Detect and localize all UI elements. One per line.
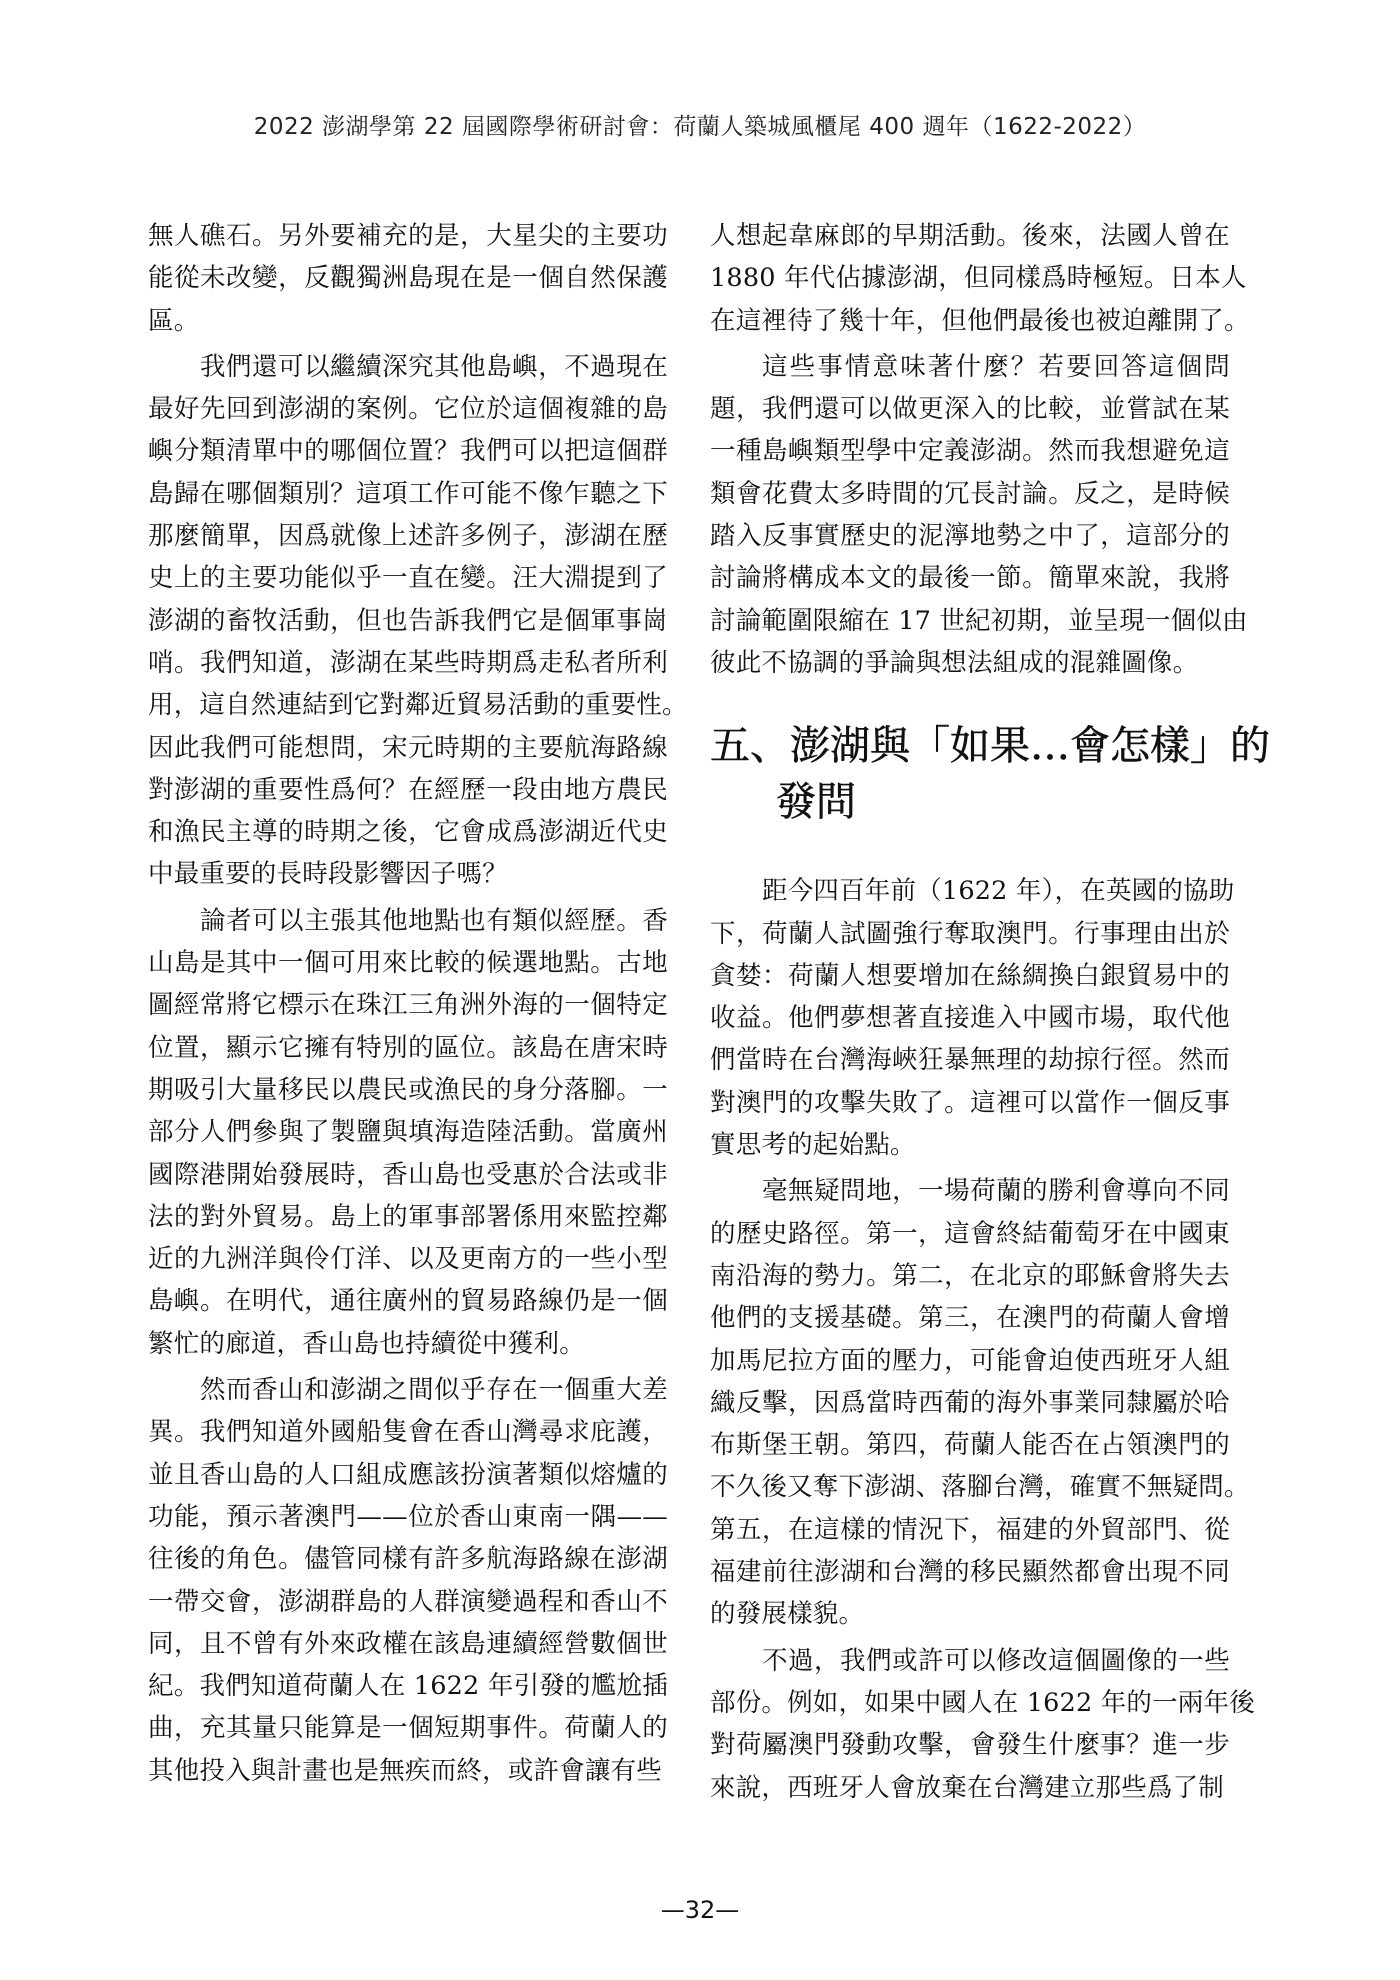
text-line: 同，且不曾有外來政權在該島連續經營數個世 xyxy=(148,1628,668,1659)
text-line: 對澎湖的重要性爲何？在經歷一段由地方農民 xyxy=(148,774,668,805)
text-line: 和漁民主導的時期之後，它會成爲澎湖近代史 xyxy=(148,817,668,848)
text-line: 法的對外貿易。島上的軍事部署係用來監控鄰 xyxy=(148,1201,668,1232)
text-line: 圖經常將它標示在珠江三角洲外海的一個特定 xyxy=(148,990,668,1021)
paragraph xyxy=(710,870,1235,1166)
text-line: 無人礁石。另外要補充的是，大星尖的主要功 xyxy=(148,221,668,251)
text-line: 福建前往澎湖和台灣的移民顯然都會出現不同 xyxy=(710,1557,1230,1588)
text-line: 毫無疑問地，一場荷蘭的勝利會導向不同 xyxy=(762,1176,1230,1207)
text-line: 功能，預示著澳門——位於香山東南一隅—— xyxy=(148,1501,668,1532)
paragraph xyxy=(710,1170,1250,1635)
text-line: 哨。我們知道，澎湖在某些時期爲走私者所利 xyxy=(148,647,668,678)
text-line: 我們還可以繼續深究其他島嶼，不過現在 xyxy=(200,351,668,382)
text-line: 人想起韋麻郎的早期活動。後來，法國人曾在 xyxy=(710,221,1230,251)
text-line: 的發展樣貌。 xyxy=(710,1599,865,1630)
text-line: 國際港開始發展時，香山島也受惠於合法或非 xyxy=(148,1159,668,1190)
text-line: 山島是其中一個可用來比較的候選地點。古地 xyxy=(148,948,668,979)
text-line: 因此我們可能想問，宋元時期的主要航海路線 xyxy=(148,732,668,763)
text-line: 第五，在這樣的情況下，福建的外貿部門、從 xyxy=(710,1514,1230,1545)
text-line: 那麼簡單，因爲就像上述許多例子，澎湖在歷 xyxy=(148,521,668,552)
text-line: 他們的支援基礎。第三，在澳門的荷蘭人會增 xyxy=(710,1303,1230,1334)
left-column xyxy=(148,215,688,1792)
right-column-text-after-heading xyxy=(710,870,1255,1809)
paragraph xyxy=(148,1369,668,1792)
text-line: 澎湖的畜牧活動，但也告訴我們它是個軍事崗 xyxy=(148,605,668,636)
text-line: 對澳門的攻擊失敗了。這裡可以當作一個反事 xyxy=(710,1087,1230,1118)
text-line: 彼此不協調的爭論與想法組成的混雜圖像。 xyxy=(710,647,1199,678)
text-line: 中最重要的長時段影響因子嗎？ xyxy=(148,859,508,890)
text-line: 們當時在台灣海峽狂暴無理的劫掠行徑。然而 xyxy=(710,1045,1230,1076)
section-heading xyxy=(710,718,1270,830)
text-line: 其他投入與計畫也是無疾而終，或許會讓有些 xyxy=(148,1755,663,1786)
section-heading-line-1: 五、澎湖與「如果…會怎樣」的 xyxy=(710,723,1270,770)
text-line: 近的九洲洋與伶仃洋、以及更南方的一些小型 xyxy=(148,1244,668,1275)
text-line: 能從未改變，反觀獨洲島現在是一個自然保護 xyxy=(148,263,668,294)
text-line: 部分人們參與了製鹽與填海造陸活動。當廣州 xyxy=(148,1117,668,1148)
text-line: 並且香山島的人口組成應該扮演著類似熔爐的 xyxy=(148,1459,668,1490)
paragraph xyxy=(148,215,668,342)
text-line: 期吸引大量移民以農民或漁民的身分落腳。一 xyxy=(148,1074,668,1105)
text-line: 位置，顯示它擁有特別的區位。該島在唐宋時 xyxy=(148,1032,668,1063)
paragraph xyxy=(148,900,668,1365)
paragraph xyxy=(710,1640,1255,1809)
text-line: 收益。他們夢想著直接進入中國市場，取代他 xyxy=(710,1003,1230,1034)
running-header: 2022 澎湖學第 22 屆國際學術研討會：荷蘭人築城風櫃尾 400 週年（1622-2022） xyxy=(253,114,1147,140)
text-line: 然而香山和澎湖之間似乎存在一個重大差 xyxy=(200,1375,668,1406)
text-line: 不久後又奪下澎湖、落腳台灣，確實不無疑問。 xyxy=(710,1472,1250,1503)
text-line: 踏入反事實歷史的泥濘地勢之中了，這部分的 xyxy=(710,521,1230,552)
text-line: 不過，我們或許可以修改這個圖像的一些 xyxy=(762,1645,1230,1676)
text-line: 繁忙的廊道，香山島也持續從中獲利。 xyxy=(148,1328,585,1359)
text-line: 這些事情意味著什麼？若要回答這個問 xyxy=(762,351,1230,382)
text-line: 嶼分類清單中的哪個位置？我們可以把這個群 xyxy=(148,436,668,467)
text-line: 島歸在哪個類別？這項工作可能不像乍聽之下 xyxy=(148,478,668,509)
page-number: —32— xyxy=(660,1896,740,1924)
text-line: 南沿海的勢力。第二，在北京的耶穌會將失去 xyxy=(710,1260,1230,1291)
text-line: 類會花費太多時間的冗長討論。反之，是時候 xyxy=(710,478,1230,509)
text-line: 紀。我們知道荷蘭人在 1622 年引發的尷尬插 xyxy=(148,1671,668,1702)
right-column xyxy=(710,215,1270,1809)
text-line: 異。我們知道外國船隻會在香山灣尋求庇護， xyxy=(148,1417,668,1448)
text-line: 貪婪：荷蘭人想要增加在絲綢換白銀貿易中的 xyxy=(710,960,1230,991)
text-line: 一種島嶼類型學中定義澎湖。然而我想避免這 xyxy=(710,436,1230,467)
text-line: 距今四百年前（1622 年），在英國的協助 xyxy=(762,876,1235,907)
paragraph xyxy=(710,215,1250,342)
text-line: 論者可以主張其他地點也有類似經歷。香 xyxy=(200,905,668,936)
text-line: 用，這自然連結到它對鄰近貿易活動的重要性。 xyxy=(148,690,688,721)
text-line: 最好先回到澎湖的案例。它位於這個複雜的島 xyxy=(148,394,668,425)
text-line: 織反擊，因爲當時西葡的海外事業同隸屬於哈 xyxy=(710,1387,1230,1418)
text-line: 加馬尼拉方面的壓力，可能會迫使西班牙人組 xyxy=(710,1345,1230,1376)
paragraph xyxy=(710,346,1248,684)
section-heading-line-2: 發問 xyxy=(776,779,856,826)
text-line: 島嶼。在明代，通往廣州的貿易路線仍是一個 xyxy=(148,1286,668,1317)
paragraph xyxy=(148,346,688,896)
text-line: 題，我們還可以做更深入的比較，並嘗試在某 xyxy=(710,394,1230,425)
text-line: 史上的主要功能似乎一直在變。汪大淵提到了 xyxy=(148,563,668,594)
text-line: 來說，西班牙人會放棄在台灣建立那些爲了制 xyxy=(710,1772,1225,1803)
right-column-text-before-heading xyxy=(710,215,1250,684)
text-line: 布斯堡王朝。第四，荷蘭人能否在占領澳門的 xyxy=(710,1430,1230,1461)
text-line: 討論範圍限縮在 17 世紀初期，並呈現一個似由 xyxy=(710,605,1248,636)
text-line: 討論將構成本文的最後一節。簡單來說，我將 xyxy=(710,563,1230,594)
text-line: 在這裡待了幾十年，但他們最後也被迫離開了。 xyxy=(710,305,1250,336)
text-line: 實思考的起始點。 xyxy=(710,1130,916,1161)
text-line: 區。 xyxy=(148,305,200,336)
text-line: 部份。例如，如果中國人在 1622 年的一兩年後 xyxy=(710,1687,1255,1718)
text-line: 一帶交會，澎湖群島的人群演變過程和香山不 xyxy=(148,1586,668,1617)
text-line: 對荷屬澳門發動攻擊，會發生什麼事？進一步 xyxy=(710,1730,1230,1761)
text-line: 1880 年代佔據澎湖，但同樣爲時極短。日本人 xyxy=(710,263,1247,294)
text-line: 下，荷蘭人試圖強行奪取澳門。行事理由出於 xyxy=(710,918,1230,949)
text-line: 往後的角色。儘管同樣有許多航海路線在澎湖 xyxy=(148,1544,668,1575)
text-line: 曲，充其量只能算是一個短期事件。荷蘭人的 xyxy=(148,1713,668,1744)
text-line: 的歷史路徑。第一，這會終結葡萄牙在中國東 xyxy=(710,1218,1230,1249)
